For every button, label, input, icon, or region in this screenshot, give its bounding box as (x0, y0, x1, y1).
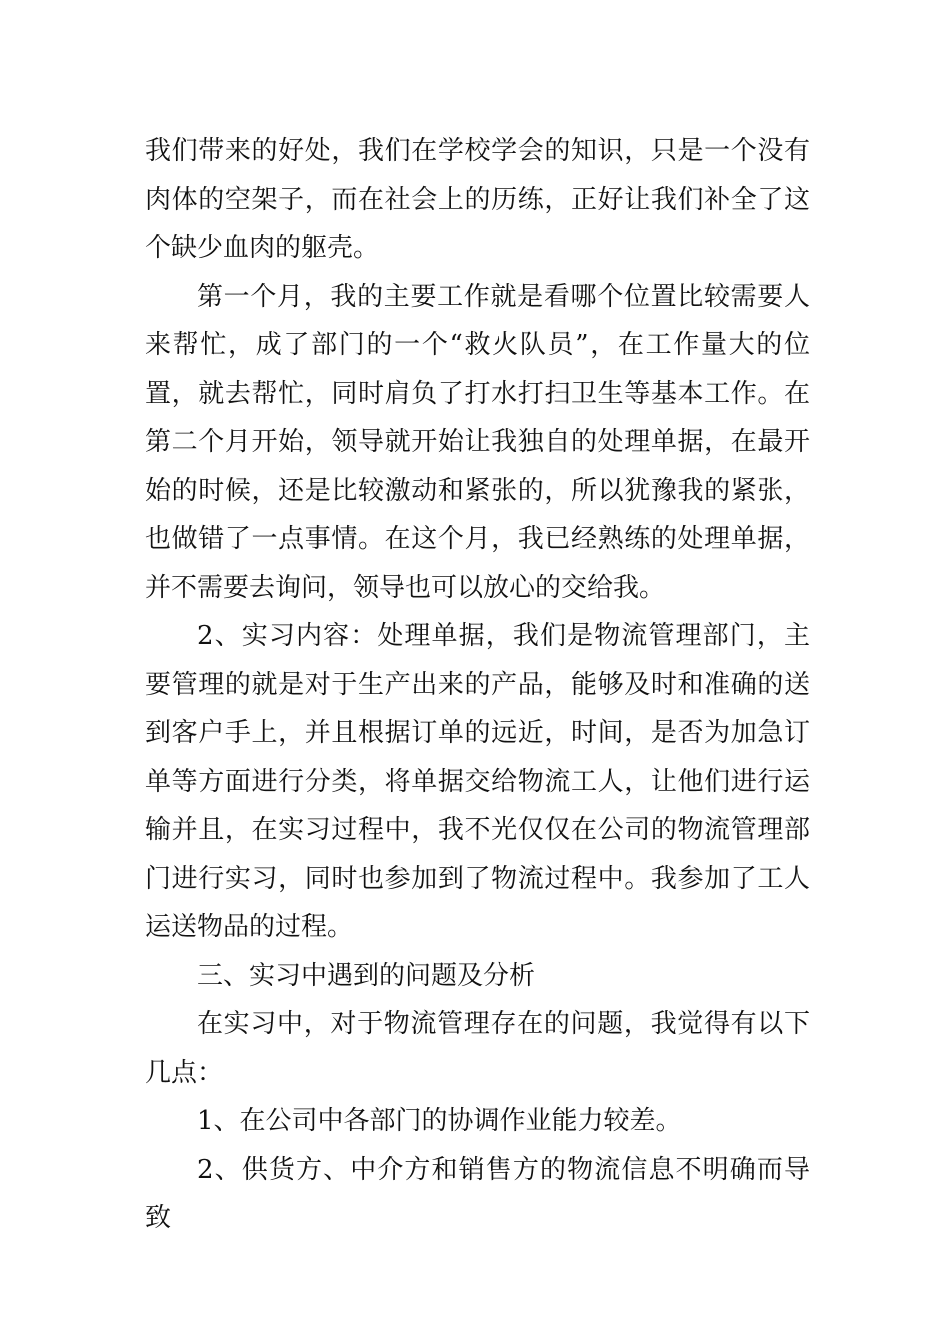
paragraph-internship-content: 2、实习内容：处理单据，我们是物流管理部门，主要管理的就是对于生产出来的产品，能够及时和准确的送到客户手上，并且根据订单的远近，时间，是否为加急订单等方面进行分类，将单据交给物流工人，让他们进行运输并且，在实习过程中，我不光仅仅在公司的物流管理部门进行实习，同时也参加到了物流过程中。我参加了工人运送物品的过程。 (145, 621, 810, 942)
section-heading-problems: 三、实习中遇到的问题及分析 (197, 960, 536, 991)
paragraph-first-month: 第一个月，我的主要工作就是看哪个位置比较需要人来帮忙，成了部门的一个“救火队员”，在工作量大的位置，就去帮忙，同时肩负了打水打扫卫生等基本工作。在第二个月开始，领导就开始让我独自的处理单据，在最开始的时候，还是比较激动和紧张的，所以犹豫我的紧张，也做错了一点事情。在这个月，我已经熟练的处理单据，并不需要去询问，领导也可以放心的交给我。 (145, 281, 810, 603)
list-item-problem-2: 2、供货方、中介方和销售方的物流信息不明确而导致 (145, 1154, 810, 1233)
paragraph-problems-intro: 在实习中，对于物流管理存在的问题，我觉得有以下几点： (145, 1009, 810, 1088)
list-item-problem-1: 1、在公司中各部门的协调作业能力较差。 (197, 1106, 682, 1136)
document-body (145, 127, 810, 1243)
paragraph-benefits-continued: 我们带来的好处，我们在学校学会的知识，只是一个没有肉体的空架子，而在社会上的历练，正好让我们补全了这个缺少血肉的躯壳。 (145, 136, 810, 263)
